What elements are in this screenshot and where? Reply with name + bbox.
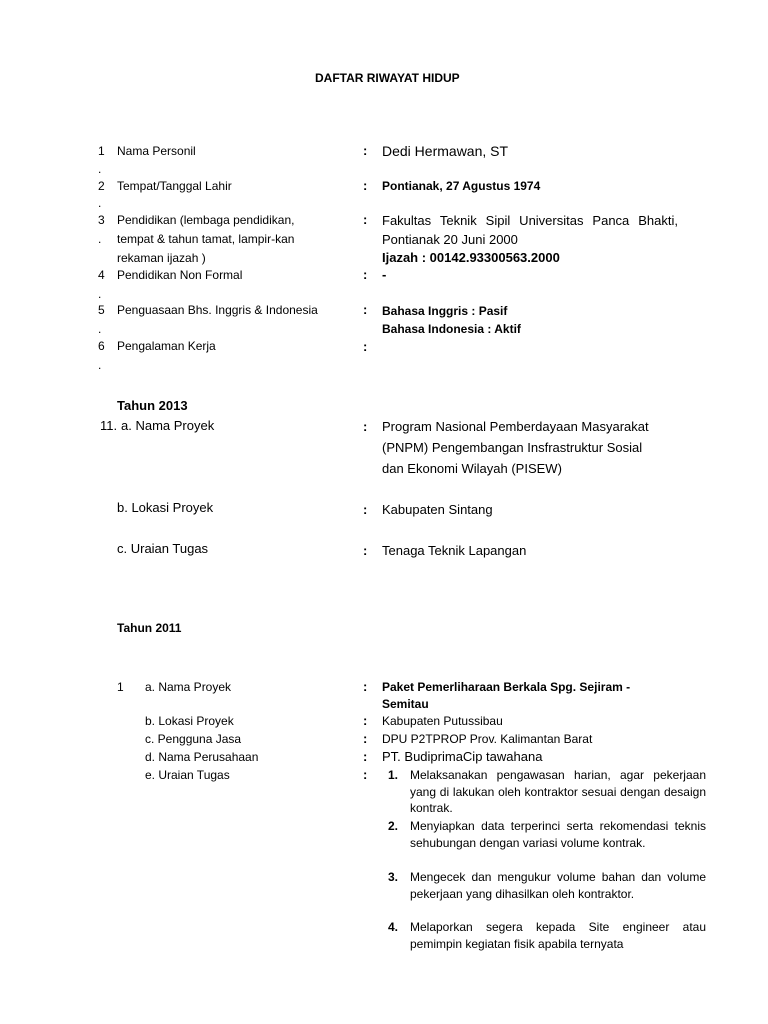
project-name-value: dan Ekonomi Wilayah (PISEW) [382,461,562,476]
project-name-value: Semitau [382,697,429,711]
field-value-ijazah: Ijazah : 00142.93300563.2000 [382,250,560,265]
item-number-dot: . [98,322,102,336]
company-name-label: d. Nama Perusahaan [145,750,259,764]
colon: : [363,419,368,434]
project-location-label: b. Lokasi Proyek [117,500,214,515]
colon: : [363,767,368,782]
task-number: 3. [388,870,399,884]
field-value-tempat-tanggal-lahir: Pontianak, 27 Agustus 1974 [382,179,541,193]
field-value-bahasa-indonesia: Bahasa Indonesia : Aktif [382,322,521,336]
item-number: 3 [98,213,105,227]
field-label-pendidikan-non-formal: Pendidikan Non Formal [117,268,243,282]
company-name-value: PT. BudiprimaCip tawahana [382,749,543,764]
item-number-dot: . [98,287,102,301]
project-number: 1 [117,680,124,694]
year-heading-2013: Tahun 2013 [117,398,188,413]
colon: : [363,143,368,158]
task-item: Melaporkan segera kepada Site engineer atau pemimpin kegiatan fisik apabila ternyata [410,920,706,951]
project-name-value: Program Nasional Pemberdayaan Masyarakat [382,419,649,434]
item-number: 1 [98,144,105,158]
field-value-pendidikan: Fakultas Teknik Sipil Universitas Panca Bhakti, [382,213,678,228]
task-number: 2. [388,819,399,833]
field-value-pendidikan: Pontianak 20 Juni 2000 [382,232,518,247]
item-number: 4 [98,268,105,282]
item-number: 2 [98,179,105,193]
project-task-label: c. Uraian Tugas [117,541,209,556]
item-number: 5 [98,303,105,317]
colon: : [363,713,368,728]
colon: : [363,502,368,517]
colon: : [363,212,368,227]
project-name-value: (PNPM) Pengembangan Insfrastruktur Sosial [382,440,643,455]
project-location-value: Kabupaten Putussibau [382,714,503,728]
field-label-nama-personil: Nama Personil [117,144,196,158]
item-number: 6 [98,339,105,353]
task-number: 1. [388,768,399,782]
task-description-label: e. Uraian Tugas [145,768,230,782]
service-user-value: DPU P2TPROP Prov. Kalimantan Barat [382,732,593,746]
field-label-tempat-tanggal-lahir: Tempat/Tanggal Lahir [117,179,232,193]
item-number-dot: . [98,358,102,372]
project-number: 11. [100,418,118,433]
project-name-label: a. Nama Proyek [145,680,232,694]
colon: : [363,178,368,193]
project-location-value: Kabupaten Sintang [382,502,493,517]
colon: : [363,679,368,694]
task-number: 4. [388,920,399,934]
year-heading-2011: Tahun 2011 [117,621,182,635]
project-name-label: a. Nama Proyek [121,418,215,433]
task-item: Mengecek dan mengukur volume bahan dan volume pekerjaan yang dihasilkan oleh kontraktor. [410,870,706,901]
colon: : [363,731,368,746]
item-number-dot: . [98,232,102,246]
field-value-pendidikan-non-formal: - [382,267,387,282]
project-task-value: Tenaga Teknik Lapangan [382,543,527,558]
project-location-label: b. Lokasi Proyek [145,714,234,728]
field-label-pendidikan: Pendidikan (lembaga pendidikan, [117,213,295,227]
field-value-bahasa-inggris: Bahasa Inggris : Pasif [382,304,508,318]
task-item: Menyiapkan data terperinci serta rekomendasi teknis sehubungan dengan variasi volume kontrak. [410,819,706,850]
colon: : [363,339,368,354]
item-number-dot: . [98,162,102,176]
field-label-pendidikan: rekaman ijazah ) [117,251,206,265]
colon: : [363,749,368,764]
field-value-nama-personil: Dedi Hermawan, ST [382,143,509,159]
colon: : [363,267,368,282]
project-name-value: Paket Pemerliharaan Berkala Spg. Sejiram - [382,680,631,694]
field-label-pengalaman-kerja: Pengalaman Kerja [117,339,216,353]
colon: : [363,302,368,317]
document-title: DAFTAR RIWAYAT HIDUP [315,71,460,85]
task-item: Melaksanakan pengawasan harian, agar pekerjaan yang di lakukan oleh kontraktor sesuai dengan desaign kontrak. [410,768,706,815]
item-number-dot: . [98,196,102,210]
colon: : [363,543,368,558]
field-label-pendidikan: tempat & tahun tamat, lampir-kan [117,232,295,246]
field-label-penguasaan-bahasa: Penguasaan Bhs. Inggris & Indonesia [117,303,318,317]
service-user-label: c. Pengguna Jasa [145,732,242,746]
